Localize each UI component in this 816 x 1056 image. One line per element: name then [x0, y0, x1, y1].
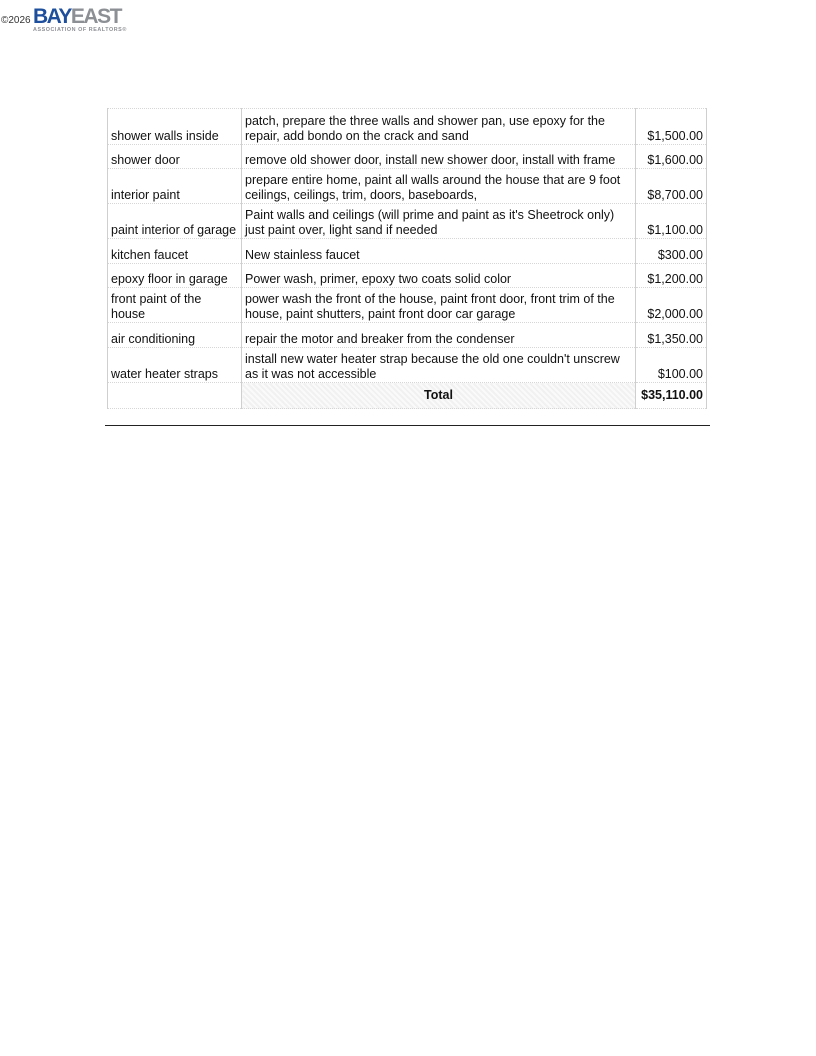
total-row: [108, 383, 707, 409]
empty-cell: [108, 383, 242, 409]
logo-tagline: ASSOCIATION OF REALTORS®: [33, 27, 127, 33]
item-cell: shower door: [108, 145, 242, 169]
description-cell: Power wash, primer, epoxy two coats solid color: [242, 264, 636, 288]
description-cell: patch, prepare the three walls and shower pan, use epoxy for the repair, add bondo on the crack and sand: [242, 109, 636, 145]
amount-cell: $1,500.00: [636, 109, 707, 145]
amount-cell: $2,000.00: [636, 288, 707, 323]
table-row: [108, 288, 707, 323]
description-cell: repair the motor and breaker from the condenser: [242, 323, 636, 348]
table-row: [108, 204, 707, 239]
logo-bay: BAY: [33, 5, 71, 28]
amount-cell: $300.00: [636, 239, 707, 264]
item-cell: kitchen faucet: [108, 239, 242, 264]
amount-cell: $100.00: [636, 348, 707, 383]
table-row: [108, 348, 707, 383]
table-row: [108, 264, 707, 288]
item-cell: shower walls inside: [108, 109, 242, 145]
bayeast-logo: [33, 5, 138, 36]
amount-cell: $8,700.00: [636, 169, 707, 204]
amount-cell: $1,350.00: [636, 323, 707, 348]
description-cell: install new water heater strap because the old one couldn't unscrew as it was not accessible: [242, 348, 636, 383]
total-label: Total: [242, 383, 636, 409]
total-amount: $35,110.00: [636, 383, 707, 409]
table-row: [108, 145, 707, 169]
item-cell: water heater straps: [108, 348, 242, 383]
table-row: [108, 239, 707, 264]
item-cell: air conditioning: [108, 323, 242, 348]
item-cell: epoxy floor in garage: [108, 264, 242, 288]
repair-estimate-table: [107, 108, 707, 409]
table-row: [108, 169, 707, 204]
amount-cell: $1,100.00: [636, 204, 707, 239]
amount-cell: $1,600.00: [636, 145, 707, 169]
item-cell: front paint of the house: [108, 288, 242, 323]
logo-east: EAST: [70, 5, 121, 28]
amount-cell: $1,200.00: [636, 264, 707, 288]
logo-wordmark: [33, 6, 121, 28]
description-cell: remove old shower door, install new shower door, install with frame: [242, 145, 636, 169]
description-cell: Paint walls and ceilings (will prime and paint as it's Sheetrock only) just paint over, light sand if needed: [242, 204, 636, 239]
description-cell: power wash the front of the house, paint front door, front trim of the house, paint shutters, paint front door car garage: [242, 288, 636, 323]
table-row: [108, 109, 707, 145]
description-cell: New stainless faucet: [242, 239, 636, 264]
copyright-text: ©2026: [1, 15, 31, 26]
item-cell: interior paint: [108, 169, 242, 204]
table-row: [108, 323, 707, 348]
item-cell: paint interior of garage: [108, 204, 242, 239]
description-cell: prepare entire home, paint all walls around the house that are 9 foot ceilings, ceilings, trim, doors, baseboards,: [242, 169, 636, 204]
horizontal-rule: [105, 425, 710, 426]
